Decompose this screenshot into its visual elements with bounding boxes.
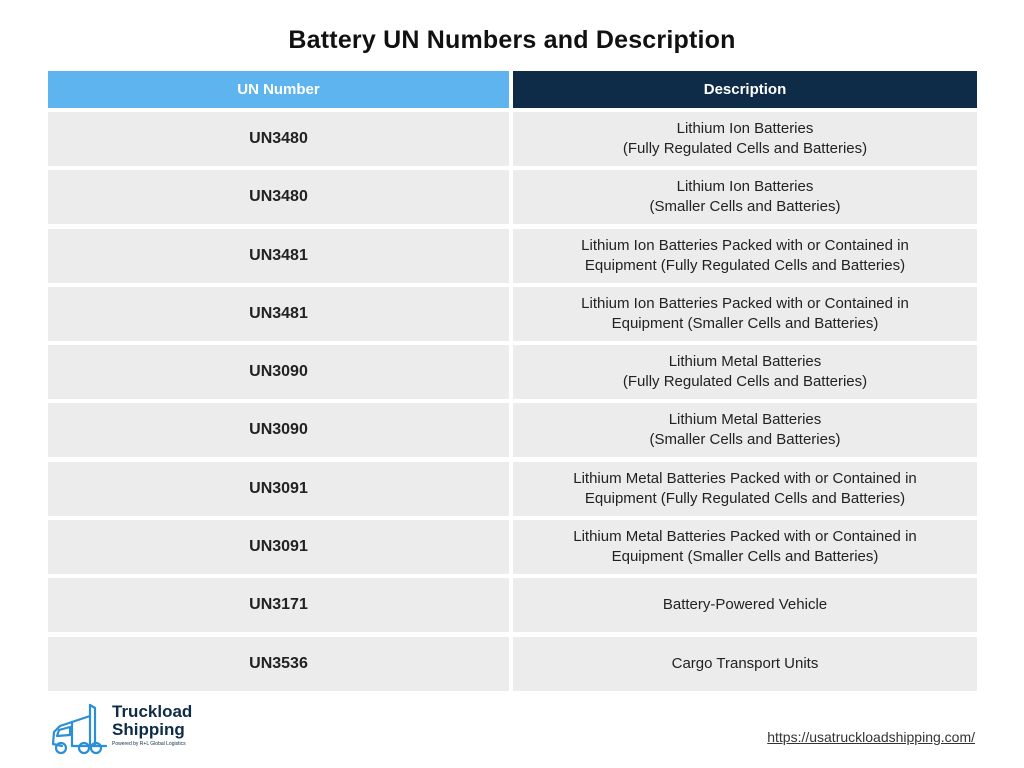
description-line: Lithium Metal Batteries	[668, 353, 822, 371]
description-line: Lithium Ion Batteries Packed with or Contained in	[581, 236, 909, 254]
un-number-cell: UN3480	[48, 170, 509, 224]
description-line: (Fully Regulated Cells and Batteries)	[622, 140, 868, 157]
website-link[interactable]: https://usatruckloadshipping.com/	[767, 729, 975, 745]
description-line: Lithium Ion Batteries	[676, 178, 814, 196]
un-numbers-table	[48, 71, 977, 695]
description-cell	[513, 637, 977, 691]
table-header-row	[48, 71, 977, 108]
truck-icon	[50, 702, 112, 756]
description-line: (Fully Regulated Cells and Batteries)	[622, 373, 868, 391]
truckload-shipping-logo	[50, 702, 230, 756]
description-line: (Smaller Cells and Batteries)	[649, 198, 841, 216]
table-row	[48, 403, 977, 457]
description-cell	[513, 170, 977, 224]
header-description: Description	[513, 71, 977, 108]
description-cell	[513, 403, 977, 457]
page-title: Battery UN Numbers and Description	[288, 26, 736, 54]
description-cell	[513, 112, 977, 166]
table-row	[48, 637, 977, 691]
description-cell	[513, 462, 977, 516]
description-line: Lithium Metal Batteries Packed with or Contained in	[573, 469, 917, 487]
header-un-number: UN Number	[48, 71, 509, 108]
description-line: Lithium Metal Batteries Packed with or Contained in	[573, 528, 917, 546]
description-cell	[513, 229, 977, 283]
table-row	[48, 229, 977, 283]
un-number-cell: UN3171	[48, 578, 509, 632]
un-number-cell: UN3090	[48, 403, 509, 457]
un-number-cell: UN3480	[48, 112, 509, 166]
logo-name: Truckload Shipping	[112, 702, 193, 739]
logo-tagline: Powered by R+L Global Logistics	[112, 741, 186, 747]
table-row	[48, 345, 977, 399]
description-cell	[513, 578, 977, 632]
un-number-cell: UN3090	[48, 345, 509, 399]
un-number-cell: UN3091	[48, 462, 509, 516]
table-body	[48, 112, 977, 691]
table-row	[48, 520, 977, 574]
un-number-cell: UN3091	[48, 520, 509, 574]
description-line: Lithium Metal Batteries	[668, 411, 822, 429]
un-number-cell: UN3536	[48, 637, 509, 691]
table-row	[48, 170, 977, 224]
un-number-cell: UN3481	[48, 229, 509, 283]
table-row	[48, 287, 977, 341]
description-line: Equipment (Smaller Cells and Batteries)	[611, 548, 879, 566]
description-line: Lithium Ion Batteries	[676, 120, 814, 137]
description-line: Lithium Ion Batteries Packed with or Contained in	[581, 294, 909, 312]
table-row	[48, 112, 977, 166]
description-cell	[513, 287, 977, 341]
description-line: Cargo Transport Units	[671, 654, 819, 672]
description-line: Equipment (Fully Regulated Cells and Batteries)	[584, 256, 906, 274]
description-line: Equipment (Fully Regulated Cells and Batteries)	[584, 489, 906, 507]
description-line: Battery-Powered Vehicle	[662, 596, 828, 614]
description-line: Equipment (Smaller Cells and Batteries)	[611, 314, 879, 332]
description-line: (Smaller Cells and Batteries)	[649, 431, 841, 449]
un-number-cell: UN3481	[48, 287, 509, 341]
table-row	[48, 462, 977, 516]
table-row	[48, 578, 977, 632]
description-cell	[513, 345, 977, 399]
description-cell	[513, 520, 977, 574]
